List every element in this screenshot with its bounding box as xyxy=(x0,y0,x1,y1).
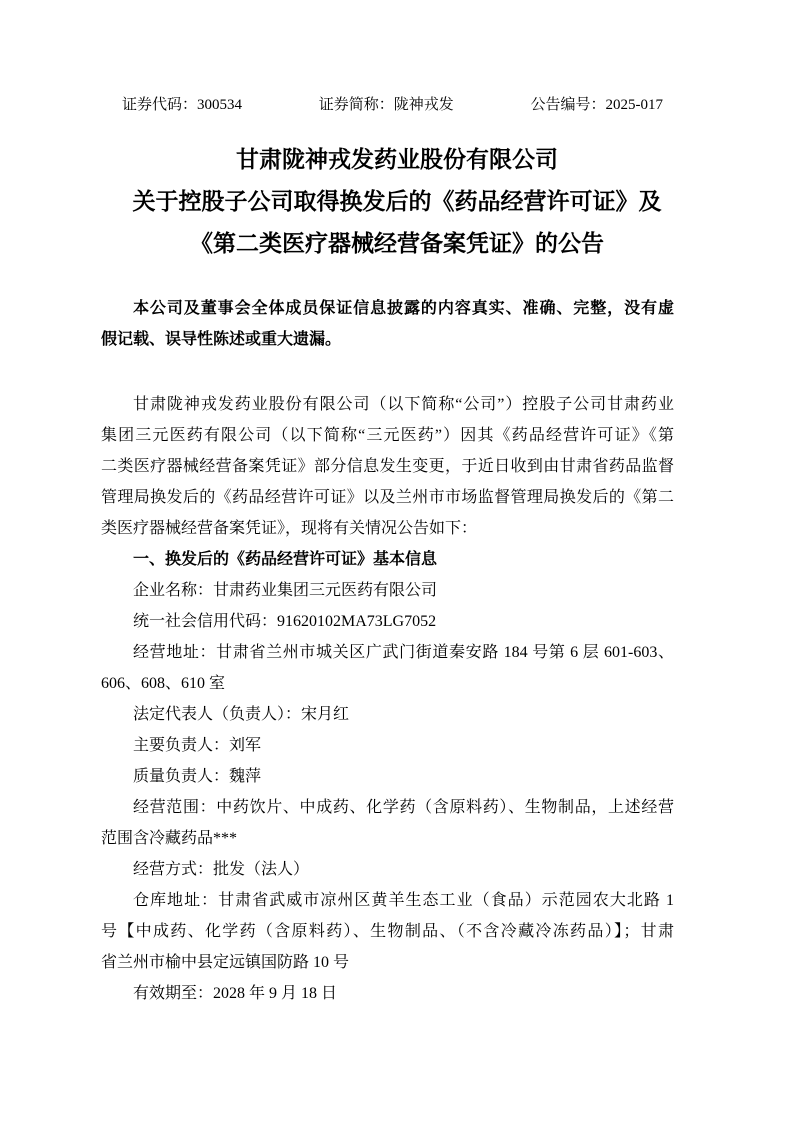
announcement-body xyxy=(101,389,674,1009)
body-line: 企业名称：甘肃药业集团三元医药有限公司 xyxy=(133,582,438,599)
body-line: 仓库地址：甘肃省武威市凉州区黄羊生态工业（食品）示范园农大北路 1 xyxy=(133,892,674,909)
title-line: 《第二类医疗器械经营备案凭证》的公告 xyxy=(190,231,604,256)
statement-line: 本公司及董事会全体成员保证信息披露的内容真实、准确、完整，没有虚 xyxy=(133,300,674,317)
body-line: 范围含冷藏药品*** xyxy=(101,830,238,847)
title-line: 甘肃陇神戎发药业股份有限公司 xyxy=(236,147,558,172)
stock-abbreviation: 证券简称：陇神戎发 xyxy=(318,97,454,113)
disclosure-statement xyxy=(101,293,674,355)
body-line: 管理局换发后的《药品经营许可证》以及兰州市市场监督管理局换发后的《第二 xyxy=(101,489,674,506)
body-line: 省兰州市榆中县定远镇国防路 10 号 xyxy=(101,954,350,971)
body-line: 经营范围：中药饮片、中成药、化学药（含原料药）、生物制品，上述经营 xyxy=(133,799,674,816)
statement-line: 假记载、误导性陈述或重大遗漏。 xyxy=(101,331,342,348)
announcement-number: 公告编号：2025-017 xyxy=(530,97,663,113)
body-line: 集团三元医药有限公司（以下简称“三元医药”）因其《药品经营许可证》《第 xyxy=(101,427,674,444)
stock-code: 证券代码：300534 xyxy=(122,97,243,113)
body-line: 号【中成药、化学药（含原料药）、生物制品、（不含冷藏冷冻药品）】；甘肃 xyxy=(101,923,674,940)
document-header xyxy=(122,95,663,116)
body-line: 606、608、610 室 xyxy=(101,675,226,692)
body-line: 质量负责人：魏萍 xyxy=(133,768,262,785)
body-line: 法定代表人（负责人）：宋月红 xyxy=(133,706,350,723)
body-line: 经营方式：批发（法人） xyxy=(133,861,310,878)
announcement-title xyxy=(0,139,794,265)
body-line: 甘肃陇神戎发药业股份有限公司（以下简称“公司”）控股子公司甘肃药业 xyxy=(133,396,674,413)
body-line: 统一社会信用代码：91620102MA73LG7052 xyxy=(133,613,437,630)
body-line: 主要负责人：刘军 xyxy=(133,737,262,754)
body-line: 二类医疗器械经营备案凭证》部分信息发生变更，于近日收到由甘肃省药品监督 xyxy=(101,458,674,475)
title-line: 关于控股子公司取得换发后的《药品经营许可证》及 xyxy=(132,189,662,214)
body-line: 有效期至：2028 年 9 月 18 日 xyxy=(133,985,338,1002)
body-line: 类医疗器械经营备案凭证》，现将有关情况公告如下： xyxy=(101,520,478,537)
body-line: 经营地址：甘肃省兰州市城关区广武门街道秦安路 184 号第 6 层 601-603、 xyxy=(133,644,674,661)
section-heading: 一、换发后的《药品经营许可证》基本信息 xyxy=(133,551,438,568)
